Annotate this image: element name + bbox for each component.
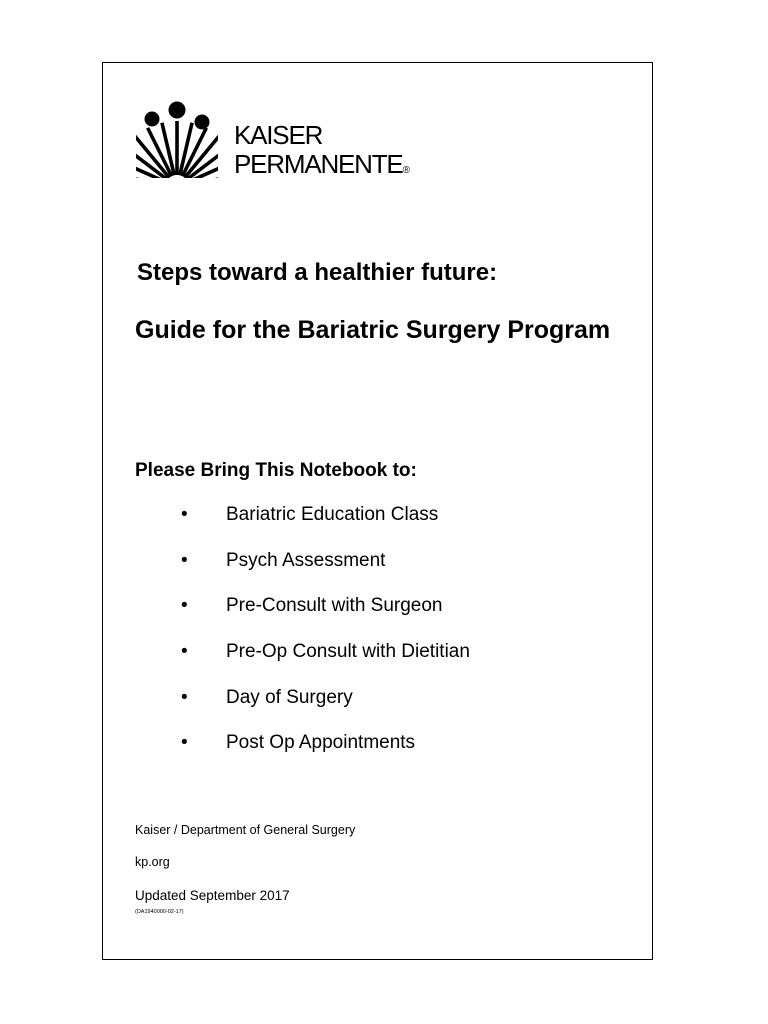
- list-item: [103, 640, 623, 686]
- list-item: [103, 594, 623, 640]
- bullet-icon: •: [181, 549, 188, 571]
- logo-ray: [188, 160, 218, 182]
- list-item-label: Bariatric Education Class: [226, 504, 439, 525]
- logo-line-permanente: [234, 150, 410, 185]
- list-item: [103, 686, 623, 732]
- logo-ray: [136, 160, 166, 182]
- list-item-label: Day of Surgery: [226, 686, 353, 708]
- bullet-icon: •: [181, 686, 188, 708]
- list-item: [103, 503, 623, 549]
- bullet-icon: •: [181, 595, 188, 617]
- footer-updated-date: Updated September 2017: [135, 888, 290, 903]
- registered-mark: ®: [402, 165, 410, 176]
- document-page: [102, 62, 653, 960]
- footer-website: kp.org: [135, 855, 170, 869]
- list-item-label: Pre-Op Consult with Dietitian: [226, 641, 470, 663]
- logo-permanente-text: PERMANENTE: [234, 149, 403, 179]
- bullet-icon: •: [181, 732, 188, 754]
- logo-line-kaiser: KAISER: [234, 120, 323, 150]
- footer-document-code: (DA1940000-02-17): [135, 909, 184, 915]
- list-item: [103, 731, 623, 777]
- list-item-label: Psych Assessment: [226, 549, 386, 571]
- bring-notebook-list: [103, 503, 623, 777]
- title-line-2: Guide for the Bariatric Surgery Program: [135, 316, 611, 344]
- logo-wordmark: [234, 121, 410, 185]
- title-line-1: Steps toward a healthier future:: [137, 259, 498, 286]
- bring-notebook-heading: Please Bring This Notebook to:: [135, 460, 417, 481]
- footer-department: Kaiser / Department of General Surgery: [135, 823, 356, 837]
- list-item-label: Post Op Appointments: [226, 732, 416, 754]
- bullet-icon: •: [181, 641, 188, 663]
- list-item: [103, 549, 623, 595]
- bullet-icon: •: [181, 504, 188, 525]
- kaiser-permanente-logo-icon: [136, 101, 218, 183]
- list-item-label: Pre-Consult with Surgeon: [226, 595, 443, 617]
- kaiser-permanente-logo: [136, 101, 426, 183]
